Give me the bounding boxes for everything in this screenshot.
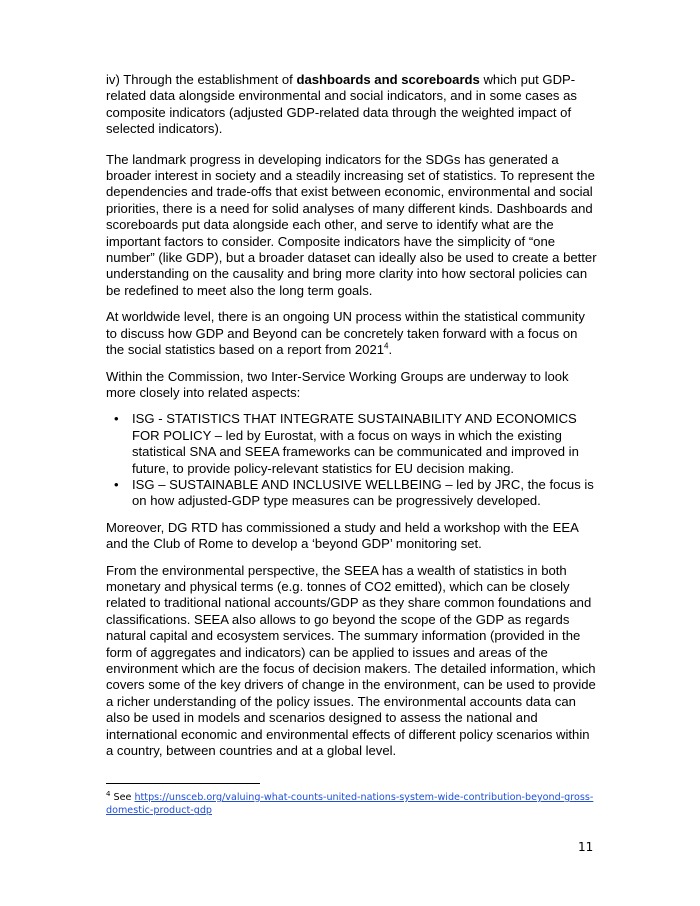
paragraph-commission: Within the Commission, two Inter-Service Working Groups are underway to look more closely into related aspects: [106,368,569,400]
body-text [106,72,598,769]
paragraph-dashboards [106,72,598,138]
footnote-separator [106,783,260,784]
list-item-text: ISG - STATISTICS THAT INTEGRATE SUSTAINABILITY AND ECONOMICS FOR POLICY – led by Eurostat, with a focus on ways in which the existing statistical SNA and SEEA frameworks can be communicated and improved in future, to provide policy-relevant statistics for EU decision making. [132,411,579,476]
paragraph-text: which put GDP-related data alongside environmental and social indicators, and in some cases as composite indicators (adjusted GDP-related data through the weighted impact of selected indicators). [106,72,577,137]
list-item [106,477,598,510]
list-item-text: ISG – SUSTAINABLE AND INCLUSIVE WELLBEING – led by JRC, the focus is on how adjusted-GDP type measures can be progressively developed. [132,476,594,509]
paragraph-seea: From the environmental perspective, the SEEA has a wealth of statistics in both monetary and physical terms (e.g. tonnes of CO2 emitted), which can be closely related to traditional national accounts/GDP as they share common foundations and classifications. SEEA also allows to go beyond the scope of the GDP as regards natural capital and ecosystem services. The summary information (provided in the form of aggregates and indicators) can be applied to issues and areas of the environment which are the focus of decision makers. The detailed information, which covers some of the key drivers of change in the environment, can be used to provide a richer understanding of the policy issues. The environmental accounts data can also be used in models and scenarios designed to assess the national and international economic and environmental effects of different policy scenarios within a country, between countries and at a global level. [106,562,596,759]
list-item [106,411,598,477]
footnote-link[interactable]: https://unsceb.org/valuing-what-counts-united-nations-system-wide-contribution-beyond-gross-domestic-product-gdp [106,792,594,817]
paragraph-un-process [106,309,598,358]
bold-phrase: dashboards and scoreboards [296,72,480,87]
footnote-number: 4 [106,789,111,798]
paragraph-text: iv) Through the establishment of [106,72,297,87]
paragraph-text: At worldwide level, there is an ongoing UN process within the statistical community to discuss how GDP and Beyond can be concretely taken forward with a focus on the social statistics based on a report from 2021 [106,309,585,358]
paragraph-sdg-indicators: The landmark progress in developing indicators for the SDGs has generated a broader interest in society and a steadily increasing set of statistics. To represent the dependencies and trade-offs that exist between economic, environmental and social priorities, there is a need for solid analyses of many different kinds. Dashboards and scoreboards put data alongside each other, and serve to identify what are the important factors to consider. Composite indicators have the simplicity of “one number” (like GDP), but a broader dataset can ideally also be used to create a better understanding on the causality and bring more clarity into how sectoral policies can be redefined to meet also the long term goals. [106,151,597,298]
footnote-prefix: See [110,792,135,803]
bullet-icon: • [114,411,119,427]
page-number: 11 [578,840,594,854]
footnote-reference[interactable]: 4 [384,341,389,351]
bullet-icon: • [114,476,119,492]
bullet-list [106,411,598,509]
paragraph-dg-rtd: Moreover, DG RTD has commissioned a study and held a workshop with the EEA and the Club of Rome to develop a ‘beyond GDP’ monitoring set. [106,519,579,552]
paragraph-text: . [388,342,393,358]
footnote [106,791,598,818]
